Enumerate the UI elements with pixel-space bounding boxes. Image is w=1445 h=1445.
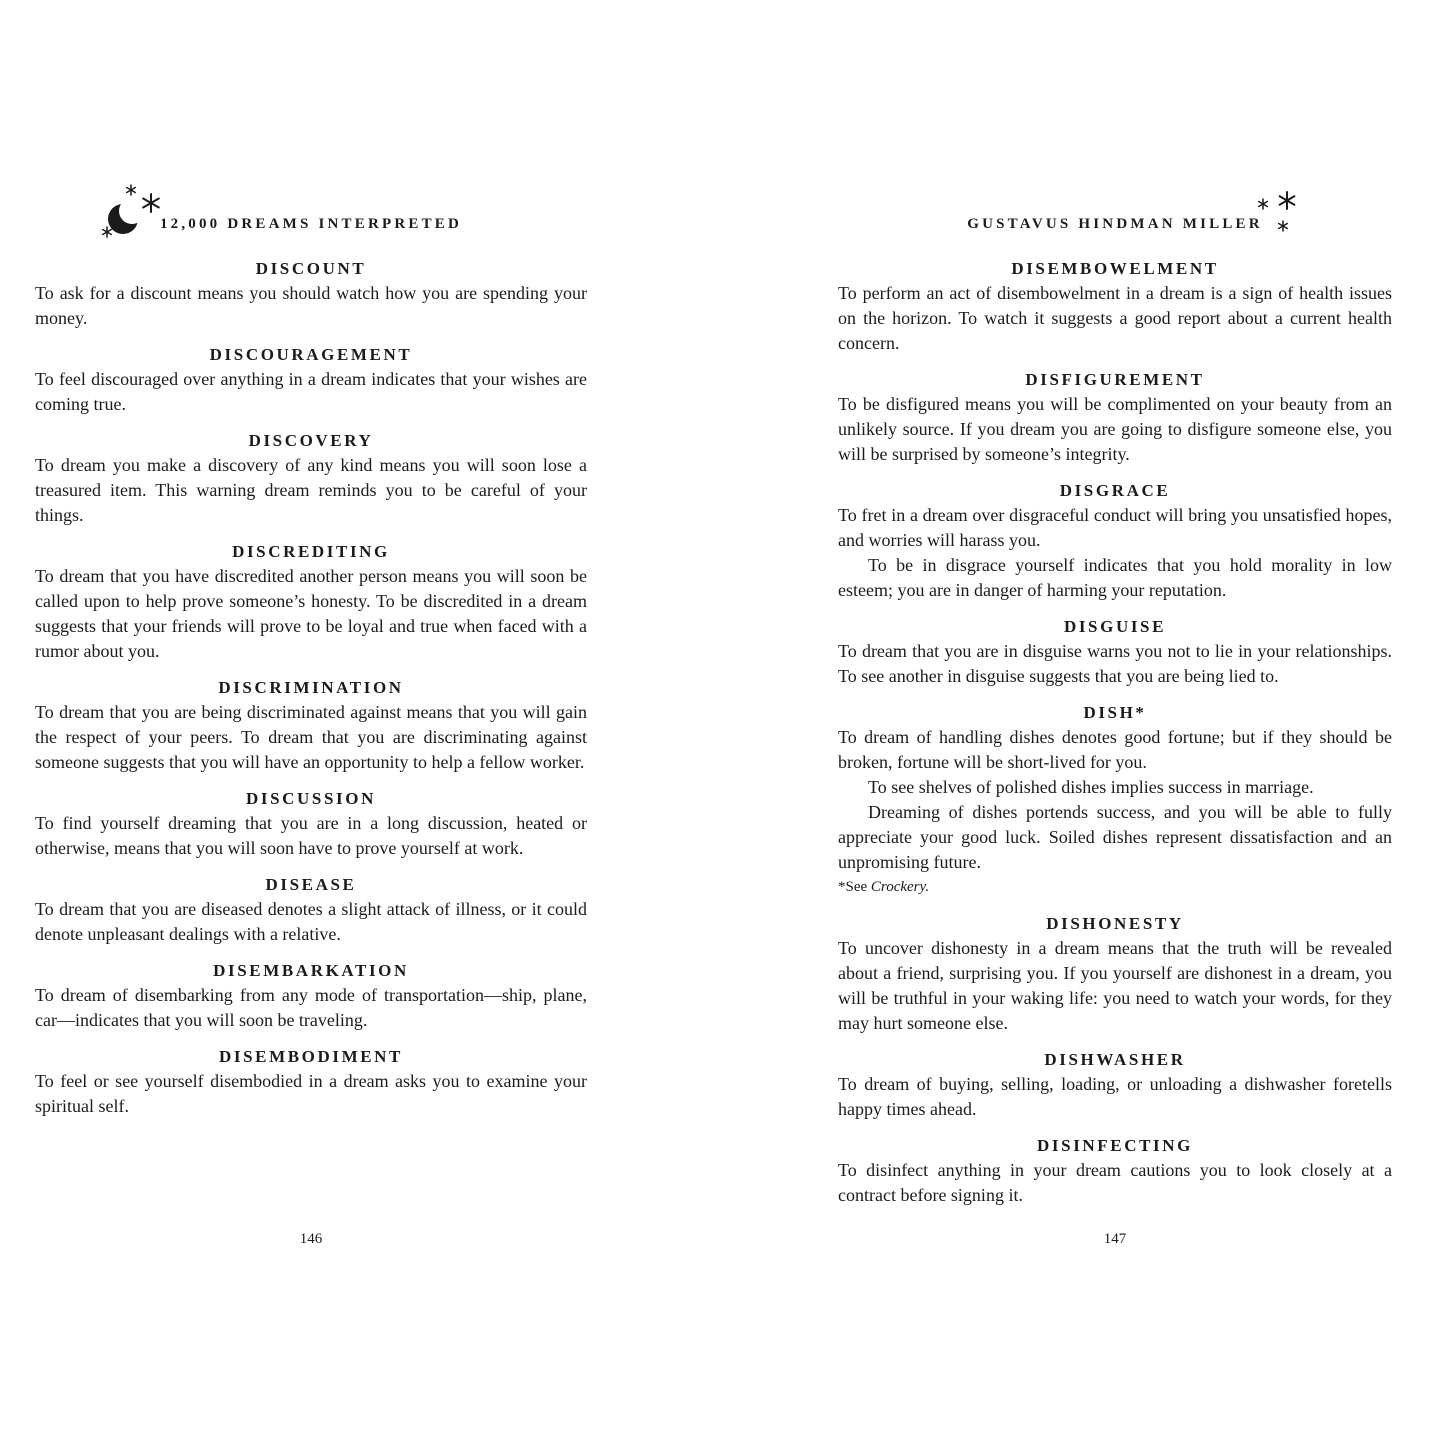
entry — [838, 367, 1392, 467]
entry-text: To ask for a discount means you should watch how you are spending your money. — [35, 283, 587, 328]
entry — [838, 700, 1392, 900]
entry — [35, 1044, 587, 1119]
entry-footnote — [838, 875, 1392, 900]
entry — [35, 675, 587, 775]
page-right — [838, 0, 1392, 1445]
entry-term: DISCOVERY — [248, 431, 374, 450]
entry-text: To fret in a dream over disgraceful conduct will bring you unsatisfied hopes, and worries will harass you. — [838, 505, 1392, 550]
entry — [838, 1047, 1392, 1122]
page-left — [35, 0, 587, 1445]
entry-term: DISH* — [1083, 703, 1147, 722]
entry-text: To find yourself dreaming that you are in a long discussion, heated or otherwise, means that you will soon have to prove yourself at work. — [35, 813, 587, 858]
entry-text: To dream of handling dishes denotes good fortune; but if they should be broken, fortune will be short-lived for you. — [838, 727, 1392, 772]
entry — [35, 872, 587, 947]
entry-text: To dream that you have discredited another person means you will soon be called upon to help prove someone’s honesty. To be discredited in a dream suggests that your friends will prove to be loyal and true when faced with a rumor about you. — [35, 566, 587, 661]
entry-term: DISHWASHER — [1044, 1050, 1186, 1069]
entry — [838, 614, 1392, 689]
entry — [35, 786, 587, 861]
book-title: 12,000 DREAMS INTERPRETED — [159, 216, 463, 232]
page-number-right: 147 — [1103, 1231, 1127, 1247]
entry — [35, 958, 587, 1033]
author-name: GUSTAVUS HINDMAN MILLER — [967, 216, 1263, 232]
entry-term: DISEMBODIMENT — [219, 1047, 403, 1066]
entry — [838, 1133, 1392, 1208]
stars-icon — [1253, 191, 1305, 235]
entry-text: To be disfigured means you will be complimented on your beauty from an unlikely source. If you dream you are going to disfigure someone else, you will be surprised by someone’s integrity. — [838, 394, 1392, 464]
moon-and-stars-icon — [99, 183, 165, 243]
entry-text: To dream that you are in disguise warns you not to lie in your relationships. To see another in disguise suggests that you are being lied to. — [838, 641, 1392, 686]
entry-text: Dreaming of dishes portends success, and you will be able to fully appreciate your good luck. Soiled dishes represent dissatisfaction and an unpromising future. — [838, 802, 1392, 872]
entry — [35, 256, 587, 331]
entry-text: To uncover dishonesty in a dream means that the truth will be revealed about a friend, surprising you. If you yourself are dishonest in a dream, you will be truthful in your waking life: you need to watch your words, for they may hurt someone else. — [838, 938, 1392, 1033]
entry-term: DISEMBOWELMENT — [1011, 259, 1219, 278]
entry-term: DISGRACE — [1059, 481, 1171, 500]
entry-term: DISCOUNT — [255, 259, 367, 278]
page-number-left: 146 — [299, 1231, 323, 1247]
entry-text: To be in disgrace yourself indicates that you hold morality in low esteem; you are in danger of harming your reputation. — [838, 555, 1392, 600]
entry-text: To disinfect anything in your dream cautions you to look closely at a contract before signing it. — [838, 1160, 1392, 1205]
entry — [35, 539, 587, 664]
entry-text: To dream you make a discovery of any kind means you will soon lose a treasured item. This warning dream reminds you to be careful of your things. — [35, 455, 587, 525]
entry-text: To dream of buying, selling, loading, or unloading a dishwasher foretells happy times ahead. — [838, 1074, 1392, 1119]
entry — [838, 478, 1392, 603]
entry-term: DISCOURAGEMENT — [209, 345, 413, 364]
entry — [35, 428, 587, 528]
footnote-prefix: *See — [838, 879, 871, 895]
running-head-right — [838, 215, 1392, 233]
entry — [35, 342, 587, 417]
entry-term: DISGUISE — [1063, 617, 1167, 636]
entry-term: DISINFECTING — [1037, 1136, 1193, 1155]
entry-term: DISFIGUREMENT — [1025, 370, 1205, 389]
entry-text: To dream that you are diseased denotes a slight attack of illness, or it could denote unpleasant dealings with a relative. — [35, 899, 587, 944]
entry-term: DISCREDITING — [232, 542, 390, 561]
entry-text: To feel or see yourself disembodied in a dream asks you to examine your spiritual self. — [35, 1071, 587, 1116]
entry-text: To see shelves of polished dishes implies success in marriage. — [868, 777, 1314, 797]
running-head-left — [35, 215, 587, 233]
entry-term: DISEMBARKATION — [213, 961, 409, 980]
entry-text: To dream that you are being discriminated against means that you will gain the respect of your peers. To dream that you are discriminating against someone suggests that you will have an opportunity to help a fellow worker. — [35, 702, 587, 772]
entry-text: To dream of disembarking from any mode of transportation—ship, plane, car—indicates that you will soon be traveling. — [35, 985, 587, 1030]
entry-term: DISCRIMINATION — [218, 678, 404, 697]
entry-term: DISEASE — [265, 875, 357, 894]
entries-right — [838, 256, 1392, 1208]
entry-term: DISHONESTY — [1046, 914, 1184, 933]
entry — [838, 256, 1392, 356]
entry-text: To feel discouraged over anything in a dream indicates that your wishes are coming true. — [35, 369, 587, 414]
entry-text: To perform an act of disembowelment in a dream is a sign of health issues on the horizon. To watch it suggests a good report about a current health concern. — [838, 283, 1392, 353]
entry — [838, 911, 1392, 1036]
footnote-cross-reference: Crockery. — [870, 879, 930, 895]
entry-term: DISCUSSION — [246, 789, 376, 808]
entries-left — [35, 256, 587, 1119]
